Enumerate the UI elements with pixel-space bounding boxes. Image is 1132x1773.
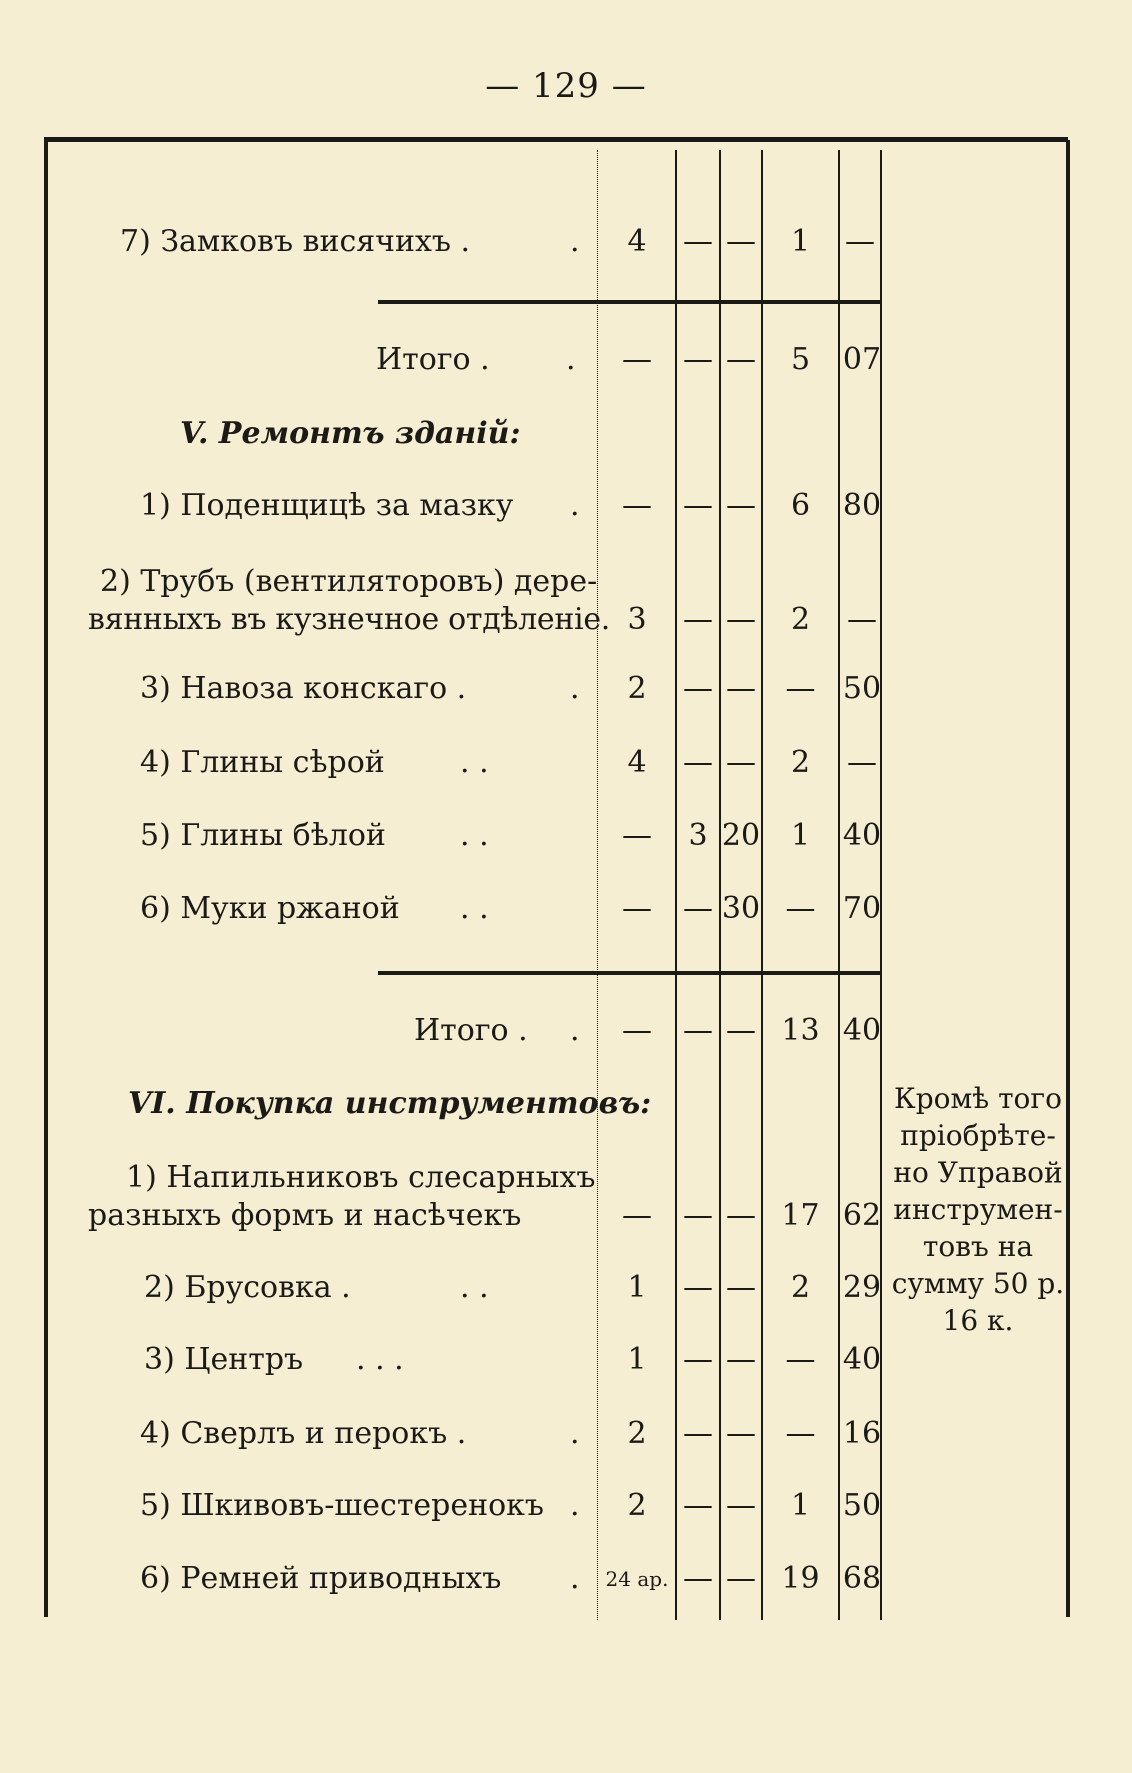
- cell: 2: [627, 1416, 647, 1451]
- row-label: 4) Сверлъ и перокъ .: [140, 1416, 467, 1451]
- cell: —: [622, 1198, 652, 1233]
- cell: 6: [790, 488, 811, 523]
- row-label: 1) Напильниковъ слесарныхъ: [126, 1160, 596, 1195]
- cell: 19: [781, 1561, 820, 1596]
- table-left-border: [44, 140, 48, 1617]
- row-dots: .: [570, 1488, 580, 1523]
- row-label: 7) Замковъ висячихъ .: [120, 224, 471, 259]
- cell: —: [845, 224, 875, 259]
- cell: 1: [627, 1270, 647, 1305]
- cell: —: [683, 488, 713, 523]
- row-dots: . .: [460, 818, 489, 853]
- row-label: 5) Шкивовъ-шестеренокъ: [140, 1488, 545, 1523]
- subtotal-rule: [378, 300, 882, 304]
- row-dots: . .: [460, 891, 489, 926]
- cell: 80: [842, 488, 882, 523]
- row-label: 3) Центръ: [144, 1342, 304, 1377]
- cell: 29: [842, 1270, 882, 1305]
- cell: 62: [842, 1198, 882, 1233]
- cell: —: [726, 1270, 756, 1305]
- cell: —: [683, 1342, 713, 1377]
- cell: —: [622, 342, 652, 377]
- row-dots: .: [570, 671, 580, 706]
- cell: 4: [627, 224, 647, 259]
- cell: —: [847, 745, 877, 780]
- cell: —: [726, 1013, 756, 1048]
- row-label: 2) Брусовка .: [144, 1270, 351, 1305]
- cell: 40: [842, 818, 882, 853]
- cell: 2: [790, 1270, 811, 1305]
- cell: 68: [842, 1561, 882, 1596]
- cell: —: [785, 671, 816, 706]
- cell: —: [785, 891, 816, 926]
- cell: —: [726, 1488, 756, 1523]
- row-label-continued: разныхъ формъ и насѣчекъ: [88, 1198, 522, 1233]
- row-dots: .: [570, 1416, 580, 1451]
- cell: 40: [842, 1342, 882, 1377]
- row-dots: .: [566, 342, 576, 377]
- cell: —: [622, 488, 652, 523]
- cell: 1: [790, 818, 811, 853]
- cell: 16: [842, 1416, 882, 1451]
- cell: —: [726, 1342, 756, 1377]
- cell: —: [726, 1198, 756, 1233]
- cell: —: [683, 1270, 713, 1305]
- subtotal-rule: [378, 971, 882, 975]
- cell: —: [683, 1561, 713, 1596]
- cell: 1: [627, 1342, 647, 1377]
- cell: —: [726, 671, 756, 706]
- section-heading: VI. Покупка инструментовъ:: [128, 1086, 652, 1121]
- row-label: 2) Трубъ (вентиляторовъ) дере-: [100, 564, 598, 599]
- row-label: 4) Глины сѣрой: [140, 745, 385, 780]
- cell: 50: [842, 1488, 882, 1523]
- row-label: 5) Глины бѣлой: [140, 818, 386, 853]
- cell: —: [785, 1342, 816, 1377]
- cell: 30: [721, 891, 761, 926]
- cell: —: [683, 1488, 713, 1523]
- subtotal-label: Итого .: [414, 1013, 528, 1048]
- table-right-border: [1066, 140, 1070, 1617]
- cell: —: [785, 1416, 816, 1451]
- cell: —: [622, 1013, 652, 1048]
- cell: —: [683, 1416, 713, 1451]
- row-dots: .: [570, 224, 580, 259]
- cell: 4: [627, 745, 647, 780]
- cell: 24 ар.: [605, 1567, 669, 1591]
- cell: 70: [842, 891, 882, 926]
- cell: —: [726, 342, 756, 377]
- cell: 1: [790, 1488, 811, 1523]
- cell: —: [683, 342, 713, 377]
- column-rule: [597, 150, 599, 1620]
- row-label-continued: вянныхъ въ кузнечное отдѣленіе.: [88, 602, 611, 637]
- row-label: 6) Ремней приводныхъ: [140, 1561, 502, 1596]
- cell: —: [622, 818, 652, 853]
- cell: 2: [627, 671, 647, 706]
- remarks-note: Кромѣ того пріобрѣте- но Управой инструмен- товъ на сумму 50 р. 16 к.: [891, 1082, 1065, 1337]
- cell: 3: [688, 818, 708, 853]
- cell: —: [683, 602, 713, 637]
- cell: —: [683, 1013, 713, 1048]
- cell: 5: [790, 342, 811, 377]
- cell: 07: [842, 342, 882, 377]
- cell: —: [622, 891, 652, 926]
- row-label: 1) Поденщицѣ за мазку: [140, 488, 514, 523]
- cell: —: [726, 224, 756, 259]
- cell: —: [726, 602, 756, 637]
- subtotal-label: Итого .: [376, 342, 490, 377]
- cell: 20: [721, 818, 761, 853]
- cell: —: [726, 1561, 756, 1596]
- cell: —: [726, 745, 756, 780]
- row-dots: . .: [460, 745, 489, 780]
- cell: 2: [627, 1488, 647, 1523]
- cell: —: [683, 1198, 713, 1233]
- cell: 2: [790, 602, 811, 637]
- cell: —: [847, 602, 877, 637]
- row-dots: .: [570, 488, 580, 523]
- cell: —: [683, 891, 713, 926]
- row-dots: . . .: [356, 1342, 404, 1377]
- row-label: 3) Навоза конскаго .: [140, 671, 467, 706]
- row-dots: . .: [460, 1270, 489, 1305]
- row-label: 6) Муки ржаной: [140, 891, 400, 926]
- cell: 17: [781, 1198, 820, 1233]
- row-dots: .: [570, 1013, 580, 1048]
- row-dots: .: [570, 1561, 580, 1596]
- cell: —: [683, 745, 713, 780]
- cell: 40: [842, 1013, 882, 1048]
- cell: 50: [842, 671, 882, 706]
- page-number: — 129 —: [485, 66, 647, 106]
- cell: 13: [781, 1013, 820, 1048]
- cell: 2: [790, 745, 811, 780]
- cell: 3: [627, 602, 647, 637]
- cell: —: [726, 1416, 756, 1451]
- cell: —: [726, 488, 756, 523]
- cell: —: [683, 671, 713, 706]
- table-top-rule: [44, 137, 1068, 142]
- section-heading: V. Ремонтъ зданій:: [180, 416, 521, 451]
- cell: 1: [790, 224, 811, 259]
- cell: —: [683, 224, 713, 259]
